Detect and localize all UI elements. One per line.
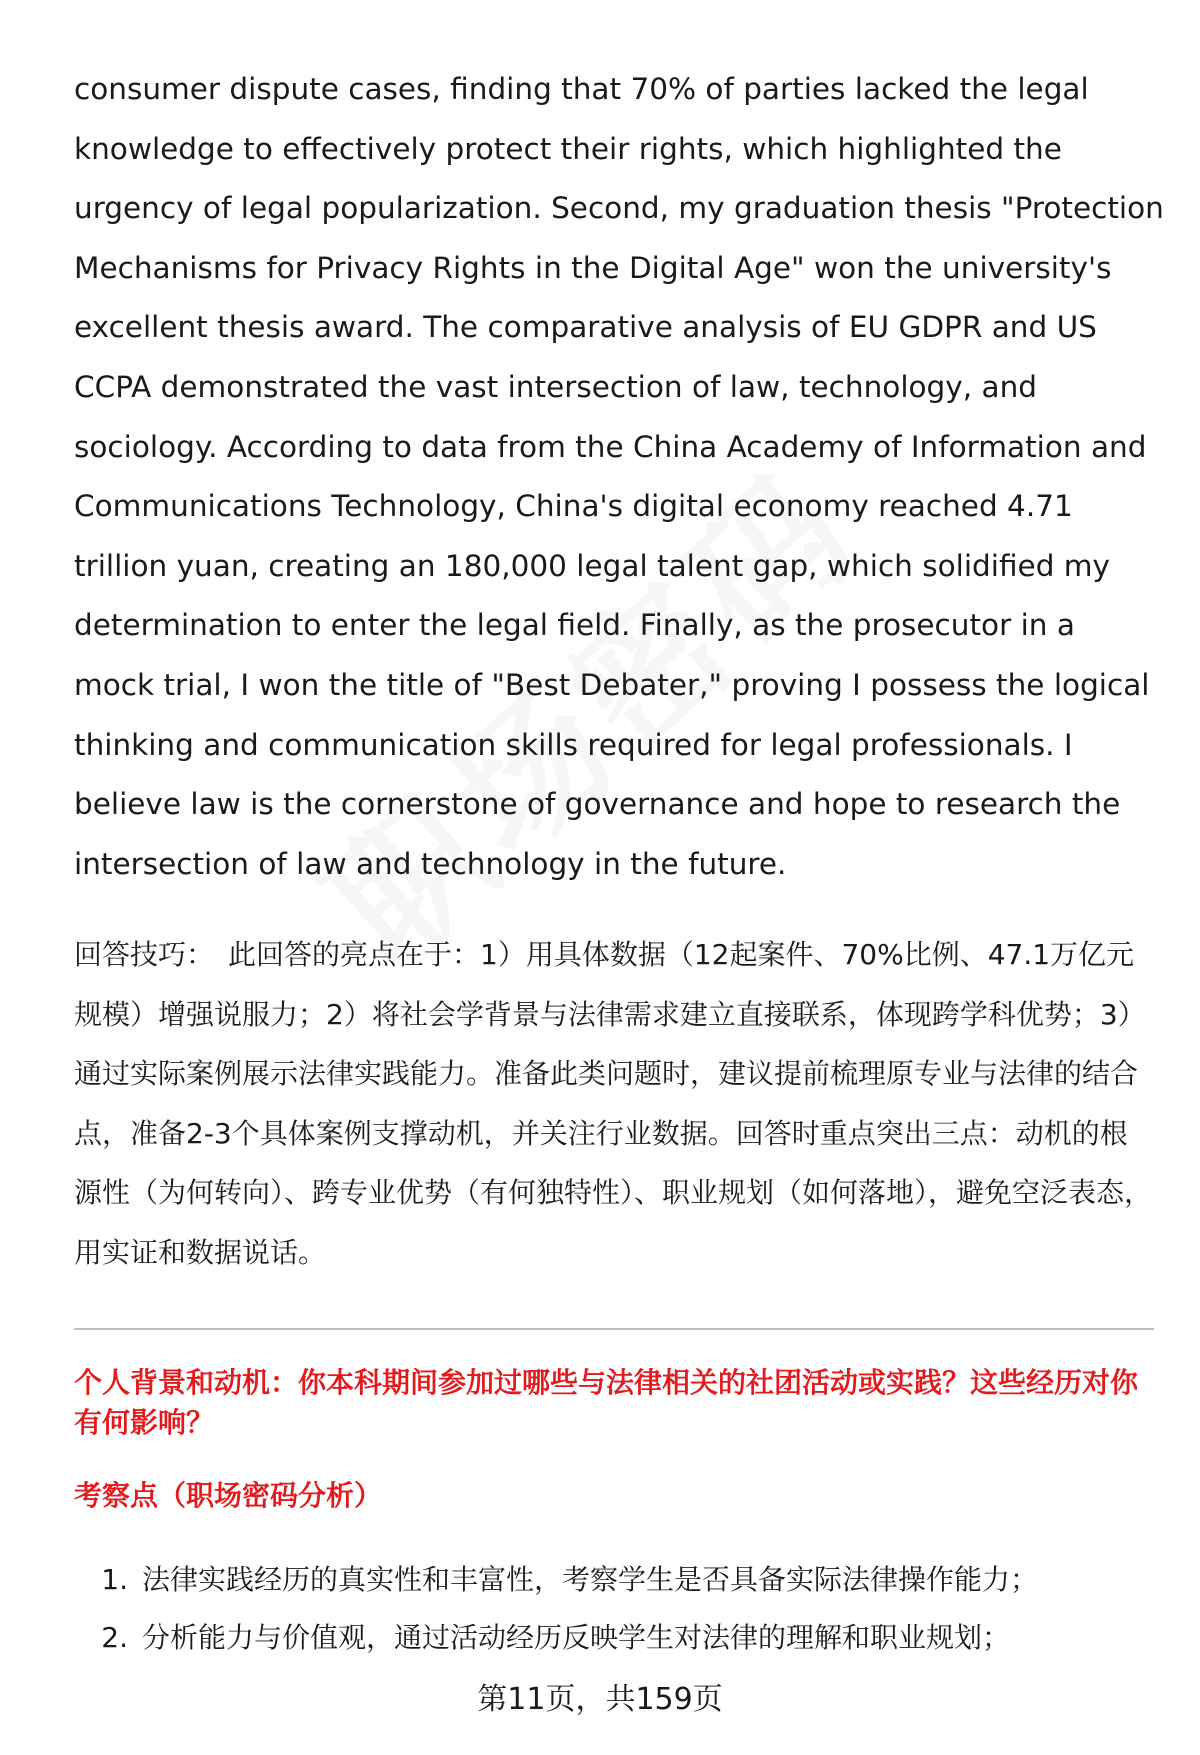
list-item-number: 1. [101, 1563, 128, 1596]
list-item [74, 1609, 1154, 1667]
list-item-text: 法律实践经历的真实性和丰富性，考察学生是否具备实际法律操作能力； [142, 1563, 1039, 1596]
answer-tip [74, 925, 1154, 1283]
list-item-number: 2. [101, 1621, 128, 1654]
page-footer: 第11页，共159页 [477, 1682, 723, 1717]
tip-text: 此回答的亮点在于：1）用具体数据（12起案件、70%比例、47.1万亿元规模）增强说服力；2）将社会学背景与法律需求建立直接联系，体现跨学科优势；3）通过实际案例展示法律实践能力。准备此类问题时，建议提前梳理原专业与法律的结合点，准备2-3个具体案例支撑动机，并关注行业数据。回答时重点突出三点：动机的根源性（为何转向）、跨专业优势（有何独特性）、职业规划（如何落地），避免空泛表态，用实证和数据说话。 [74, 938, 1153, 1269]
list-item-text: 分析能力与价值观，通过活动经历反映学生对法律的理解和职业规划； [142, 1621, 1011, 1654]
exam-points-heading: 考察点（职场密码分析） [74, 1479, 383, 1512]
section-divider [74, 1328, 1154, 1330]
question-heading: 个人背景和动机：你本科期间参加过哪些与法律相关的社团活动或实践？这些经历对你有何影响？ [74, 1366, 1139, 1439]
list-item [74, 1551, 1154, 1609]
tip-label: 回答技巧： [74, 938, 215, 971]
exam-points-list [74, 1551, 1154, 1667]
answer-paragraph: consumer dispute cases, finding that 70% of parties lacked the legal knowledge to effectively protect their rights, which highlighted the urgency of legal popularization. Second, my graduation thesis "Protection Mechanisms for Privacy Rights in the Digital Age" won the university's excellent thesis award. The comparative analysis of EU GDPR and US CCPA demonstrated the vast intersection of law, technology, and sociology. According to data from the China Academy of Information and Communications Technology, China's digital economy reached 4.71 trillion yuan, creating an 180,000 legal talent gap, which solidified my determination to enter the legal field. Finally, as the prosecutor in a mock trial, I won the title of "Best Debater," proving I possess the logical thinking and communication skills required for legal professionals. I believe law is the cornerstone of governance and hope to research the intersection of law and technology in the future. [74, 72, 1164, 881]
